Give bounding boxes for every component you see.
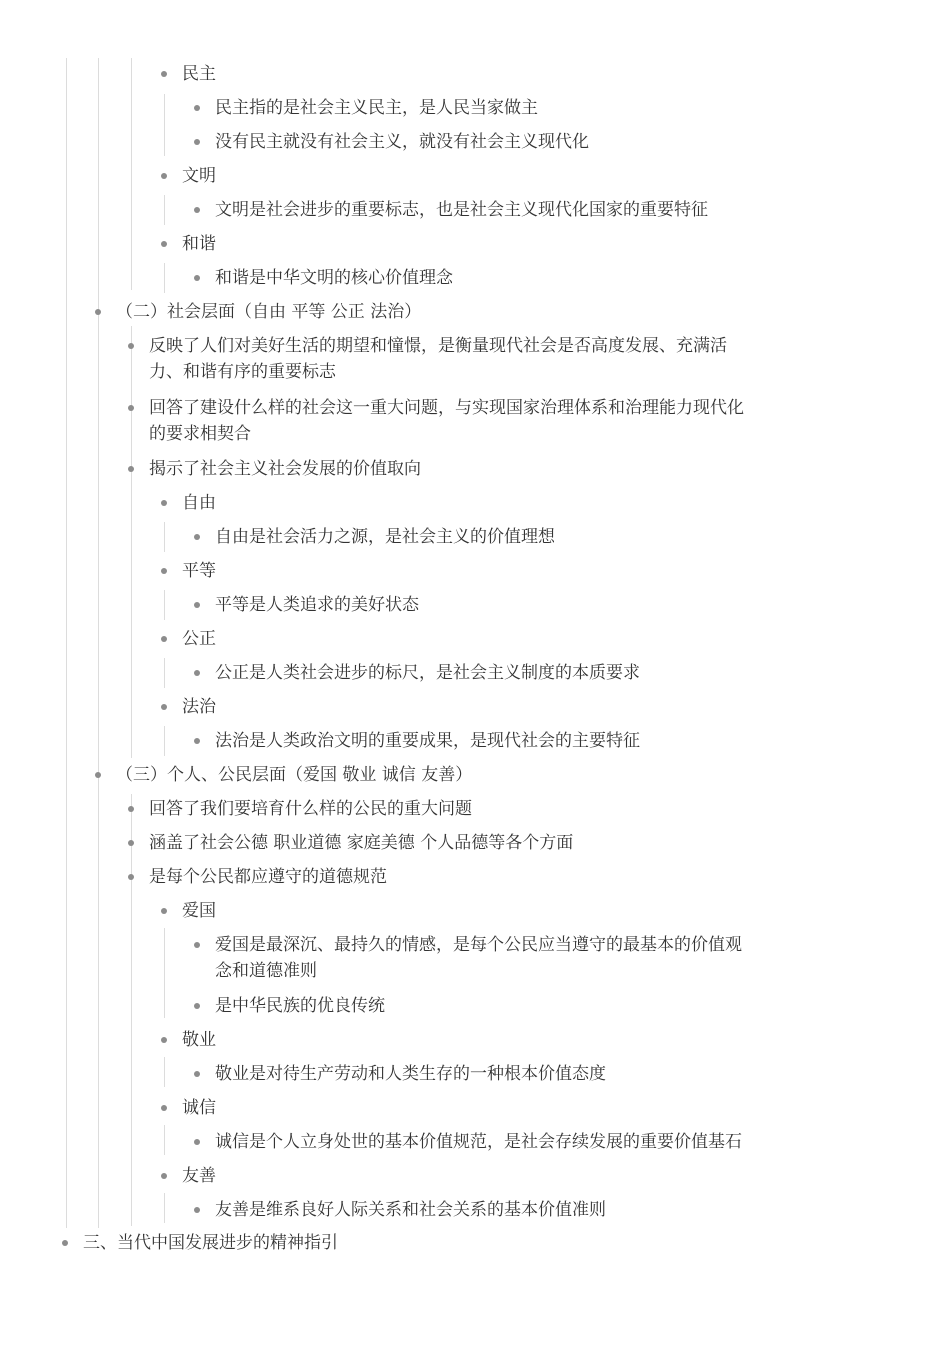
bullet [194,1071,200,1077]
outline-item-shehui-2[interactable]: 回答了建设什么样的社会这一重大问题，与实现国家治理体系和治理能力现代化 [149,398,744,418]
bullet [161,636,167,642]
outline-item-fazhi[interactable]: 法治 [182,697,216,717]
outline-item-geren-3[interactable]: 是每个公民都应遵守的道德规范 [149,867,387,887]
bullet [161,1105,167,1111]
bullet [194,139,200,145]
outline-item-hexie-1[interactable]: 和谐是中华文明的核心价值理念 [215,268,453,288]
outline-item-geren[interactable]: （三）个人、公民层面（爱国 敬业 诚信 友善） [116,765,473,785]
bullet [194,1207,200,1213]
bullet [95,309,101,315]
outline-item-youshan-1[interactable]: 友善是维系良好人际关系和社会关系的基本价值准则 [215,1200,606,1220]
guide-line-level4 [164,590,165,620]
guide-line-level4 [164,1193,165,1223]
guide-line-level2 [98,58,99,1228]
bullet [194,942,200,948]
outline-item-jingye-1[interactable]: 敬业是对待生产劳动和人类生存的一种根本价值态度 [215,1064,606,1084]
bullet [161,908,167,914]
outline-item-aiguo-1-cont: 念和道德准则 [215,961,317,981]
outline-item-pingdeng-1[interactable]: 平等是人类追求的美好状态 [215,595,419,615]
guide-line-level4 [164,522,165,552]
outline-item-shehui-1-cont: 力、和谐有序的重要标志 [149,362,336,382]
guide-line-level4 [164,1125,165,1155]
outline-item-ziyou-1[interactable]: 自由是社会活力之源，是社会主义的价值理想 [215,527,555,547]
guide-line-level3 [131,58,132,290]
outline-item-aiguo-2[interactable]: 是中华民族的优良传统 [215,996,385,1016]
bullet [161,1173,167,1179]
bullet [161,500,167,506]
bullet [194,207,200,213]
bullet [161,1037,167,1043]
bullet [161,568,167,574]
outline-item-gongzheng[interactable]: 公正 [182,629,216,649]
bullet [161,704,167,710]
bullet [128,405,134,411]
bullet [161,173,167,179]
outline-item-minzhu[interactable]: 民主 [182,64,216,84]
bullet [194,670,200,676]
bullet [128,806,134,812]
outline-item-shehui[interactable]: （二）社会层面（自由 平等 公正 法治） [116,302,422,322]
outline-item-chengxin[interactable]: 诚信 [182,1098,216,1118]
bullet [194,738,200,744]
outline-item-shehui-1[interactable]: 反映了人们对美好生活的期望和憧憬，是衡量现代社会是否高度发展、充满活 [149,336,727,356]
guide-line-level4 [164,94,165,156]
guide-line-level3 [131,488,132,758]
outline-item-minzhu-1[interactable]: 民主指的是社会主义民主，是人民当家做主 [215,98,538,118]
outline-item-shehui-3[interactable]: 揭示了社会主义社会发展的价值取向 [149,459,421,479]
bullet [194,1139,200,1145]
outline-item-wenming-1[interactable]: 文明是社会进步的重要标志，也是社会主义现代化国家的重要特征 [215,200,708,220]
bullet [161,241,167,247]
outline-item-aiguo-1[interactable]: 爱国是最深沉、最持久的情感，是每个公民应当遵守的最基本的价值观 [215,935,742,955]
outline-item-geren-1[interactable]: 回答了我们要培育什么样的公民的重大问题 [149,799,472,819]
bullet [194,534,200,540]
guide-line-level4 [164,263,165,293]
outline-item-chengxin-1[interactable]: 诚信是个人立身处世的基本价值规范，是社会存续发展的重要价值基石 [215,1132,742,1152]
outline-item-wenming[interactable]: 文明 [182,166,216,186]
outline-item-minzhu-2[interactable]: 没有民主就没有社会主义，就没有社会主义现代化 [215,132,589,152]
bullet [62,1240,68,1246]
guide-line-level3 [131,894,132,1226]
outline-item-fazhi-1[interactable]: 法治是人类政治文明的重要成果，是现代社会的主要特征 [215,731,640,751]
outline-item-aiguo[interactable]: 爱国 [182,901,216,921]
outline-item-gongzheng-1[interactable]: 公正是人类社会进步的标尺，是社会主义制度的本质要求 [215,663,640,683]
guide-line-level4 [164,658,165,688]
bullet [128,840,134,846]
bullet [194,602,200,608]
guide-line-level4 [164,928,165,1018]
outline-item-ziyou[interactable]: 自由 [182,493,216,513]
guide-line-level4 [164,195,165,225]
guide-line-level4 [164,1057,165,1087]
outline-item-geren-2[interactable]: 涵盖了社会公德 职业道德 家庭美德 个人品德等各个方面 [149,833,574,853]
outline-item-jingye[interactable]: 敬业 [182,1030,216,1050]
outline-item-pingdeng[interactable]: 平等 [182,561,216,581]
guide-line-level1 [66,58,67,1228]
outline-item-shehui-2-cont: 的要求相契合 [149,424,251,444]
guide-line-level4 [164,726,165,756]
bullet [128,466,134,472]
outline-item-youshan[interactable]: 友善 [182,1166,216,1186]
outline-item-hexie[interactable]: 和谐 [182,234,216,254]
outline-item-san[interactable]: 三、当代中国发展进步的精神指引 [83,1233,338,1253]
bullet [194,275,200,281]
bullet [194,1003,200,1009]
bullet [194,105,200,111]
bullet [95,772,101,778]
bullet [161,71,167,77]
bullet [128,343,134,349]
bullet [128,874,134,880]
